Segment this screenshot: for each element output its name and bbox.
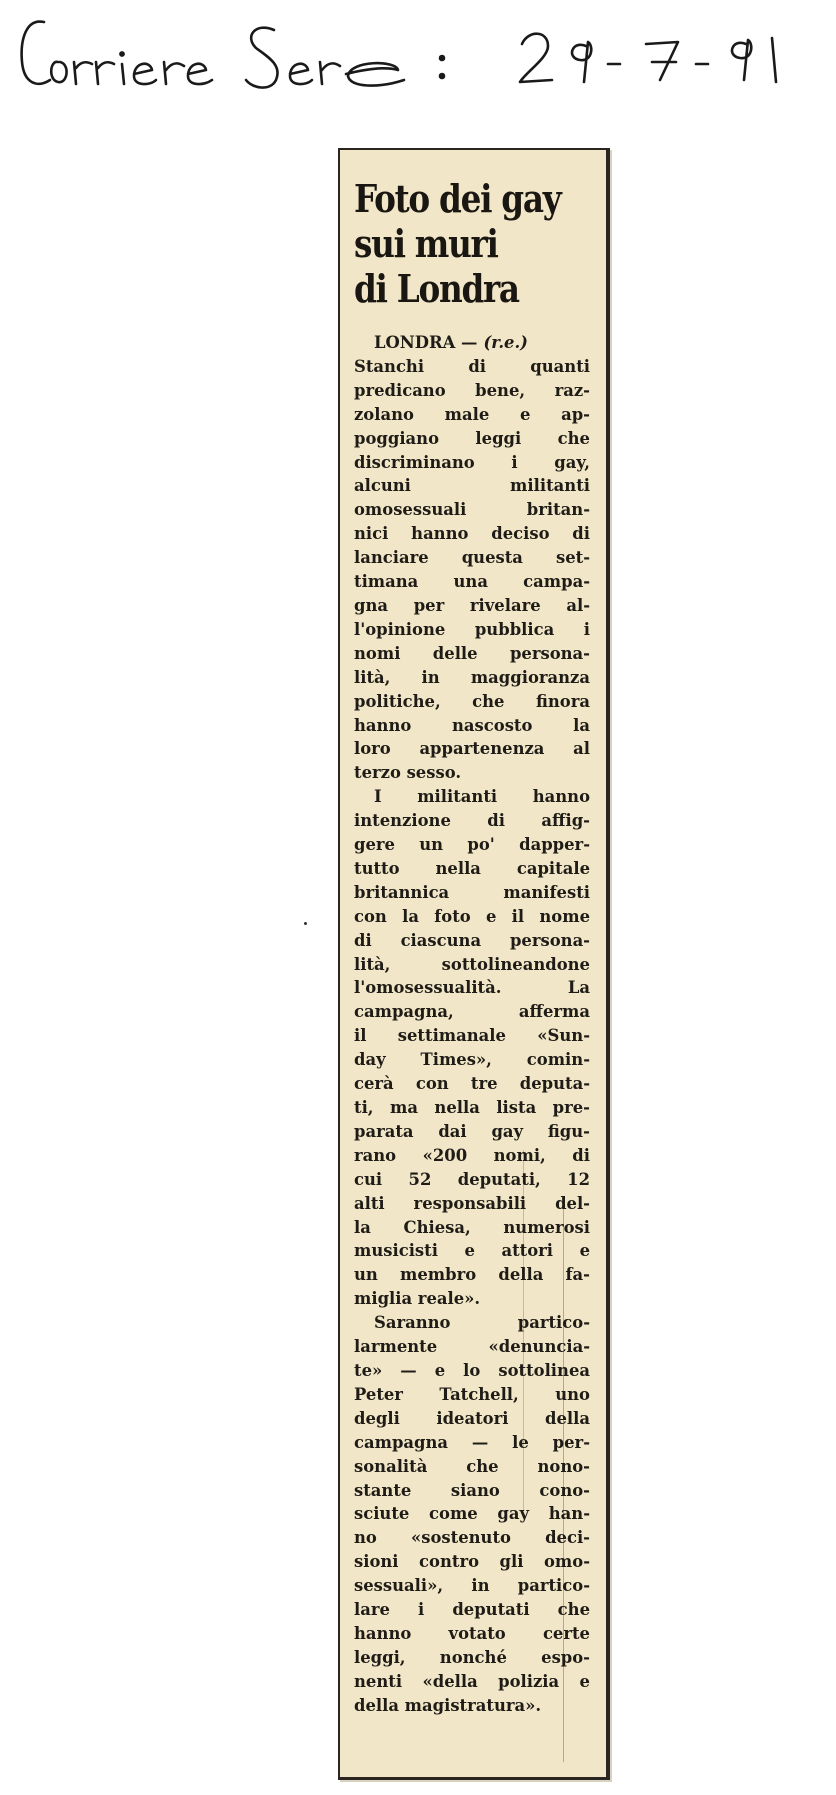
article-dateline bbox=[354, 331, 590, 355]
article-paragraph bbox=[354, 785, 590, 1311]
article-line: ti, ma nella lista pre- bbox=[354, 1098, 590, 1117]
article-line: musicisti e attori e bbox=[354, 1241, 590, 1261]
article-line: sonalità che nono- bbox=[354, 1456, 590, 1476]
article-line: di ciascuna persona- bbox=[354, 930, 590, 950]
note-date-text: 29-7-91 bbox=[520, 71, 527, 73]
article-line: sioni contro gli omo- bbox=[354, 1552, 590, 1572]
article-line: predicano bene, raz- bbox=[354, 380, 590, 400]
note-source-text: Corriere Sera: bbox=[20, 71, 32, 73]
article-paragraph bbox=[354, 1311, 590, 1717]
article-line: omosessuali britan- bbox=[354, 500, 590, 520]
article-line: alcuni militanti bbox=[354, 476, 590, 496]
article-line: stante siano cono- bbox=[354, 1480, 590, 1500]
article-line: la Chiesa, numerosi bbox=[354, 1217, 590, 1237]
article-line: day Times», comin- bbox=[354, 1050, 590, 1070]
article-line: lare i deputati che bbox=[354, 1600, 590, 1620]
dateline-author: (r.e.) bbox=[483, 333, 528, 352]
headline-line: di Londra bbox=[354, 266, 519, 311]
article-line: un membro della fa- bbox=[354, 1265, 590, 1285]
article-line: lanciare questa set- bbox=[354, 548, 590, 568]
article-line: tutto nella capitale bbox=[354, 858, 590, 878]
article-line: gere un po' dapper- bbox=[354, 835, 590, 855]
article-line: campagna, afferma bbox=[354, 1002, 590, 1022]
article-paragraph bbox=[354, 355, 590, 785]
article-line: lità, sottolineandone bbox=[354, 954, 590, 974]
newspaper-clipping bbox=[338, 148, 610, 1780]
article-headline bbox=[354, 176, 595, 311]
article-line: rano «200 nomi, di bbox=[354, 1145, 590, 1165]
article-line: I militanti hanno bbox=[374, 787, 590, 807]
article-paragraph bbox=[354, 331, 590, 355]
article-line: il settimanale «Sun- bbox=[354, 1026, 590, 1046]
article-line: terzo sesso. bbox=[354, 763, 462, 783]
article-line: britannica manifesti bbox=[354, 882, 590, 902]
article-line: sessuali», in partico- bbox=[354, 1576, 590, 1596]
article-line: cerà con tre deputa- bbox=[354, 1074, 590, 1094]
article-line: Peter Tatchell, uno bbox=[354, 1384, 590, 1404]
article-line: Stanchi di quanti bbox=[354, 356, 590, 376]
article-line: miglia reale». bbox=[354, 1289, 481, 1309]
article-line: cui 52 deputati, 12 bbox=[354, 1169, 590, 1189]
article-line: larmente «denuncia- bbox=[354, 1337, 590, 1357]
article-line: gna per rivelare al- bbox=[354, 595, 590, 615]
ink-speck bbox=[304, 922, 307, 925]
article bbox=[354, 176, 590, 1718]
article-line: intenzione di affig- bbox=[354, 811, 590, 831]
handwriting-drawing bbox=[0, 0, 836, 110]
article-line: con la foto e il nome bbox=[354, 906, 590, 926]
article-line: nici hanno deciso di bbox=[354, 524, 590, 544]
article-line: l'opinione pubblica i bbox=[354, 619, 590, 639]
article-line: no «sostenuto deci- bbox=[354, 1528, 590, 1548]
article-line: te» — e lo sottolinea bbox=[354, 1360, 590, 1380]
headline-line: sui muri bbox=[354, 221, 498, 266]
article-line: poggiano leggi che bbox=[354, 428, 590, 448]
article-line: hanno nascosto la bbox=[354, 715, 590, 735]
article-line: l'omosessualità. La bbox=[354, 978, 590, 998]
article-line: hanno votato certe bbox=[354, 1623, 590, 1643]
article-line: loro appartenenza al bbox=[354, 739, 590, 759]
article-body bbox=[354, 331, 590, 1718]
article-line: alti responsabili del- bbox=[354, 1193, 590, 1213]
article-line: discriminano i gay, bbox=[354, 452, 590, 472]
dateline-city: LONDRA — bbox=[374, 333, 478, 352]
article-line: nenti «della polizia e bbox=[354, 1671, 590, 1691]
article-line: sciute come gay han- bbox=[354, 1504, 590, 1524]
article-line: parata dai gay figu- bbox=[354, 1121, 590, 1141]
article-line: della magistratura». bbox=[354, 1695, 542, 1715]
article-line: degli ideatori della bbox=[354, 1408, 590, 1428]
headline-line: Foto dei gay bbox=[354, 176, 561, 221]
article-line: timana una campa- bbox=[354, 572, 590, 592]
article-line: leggi, nonché espo- bbox=[354, 1647, 590, 1667]
article-line: lità, in maggioranza bbox=[354, 667, 590, 687]
article-line: zolano male e ap- bbox=[354, 404, 590, 424]
handwritten-annotation bbox=[0, 0, 836, 110]
article-line: Saranno partico- bbox=[374, 1313, 590, 1333]
article-line: campagna — le per- bbox=[354, 1432, 590, 1452]
article-line: nomi delle persona- bbox=[354, 643, 590, 663]
article-line: politiche, che finora bbox=[354, 691, 590, 711]
